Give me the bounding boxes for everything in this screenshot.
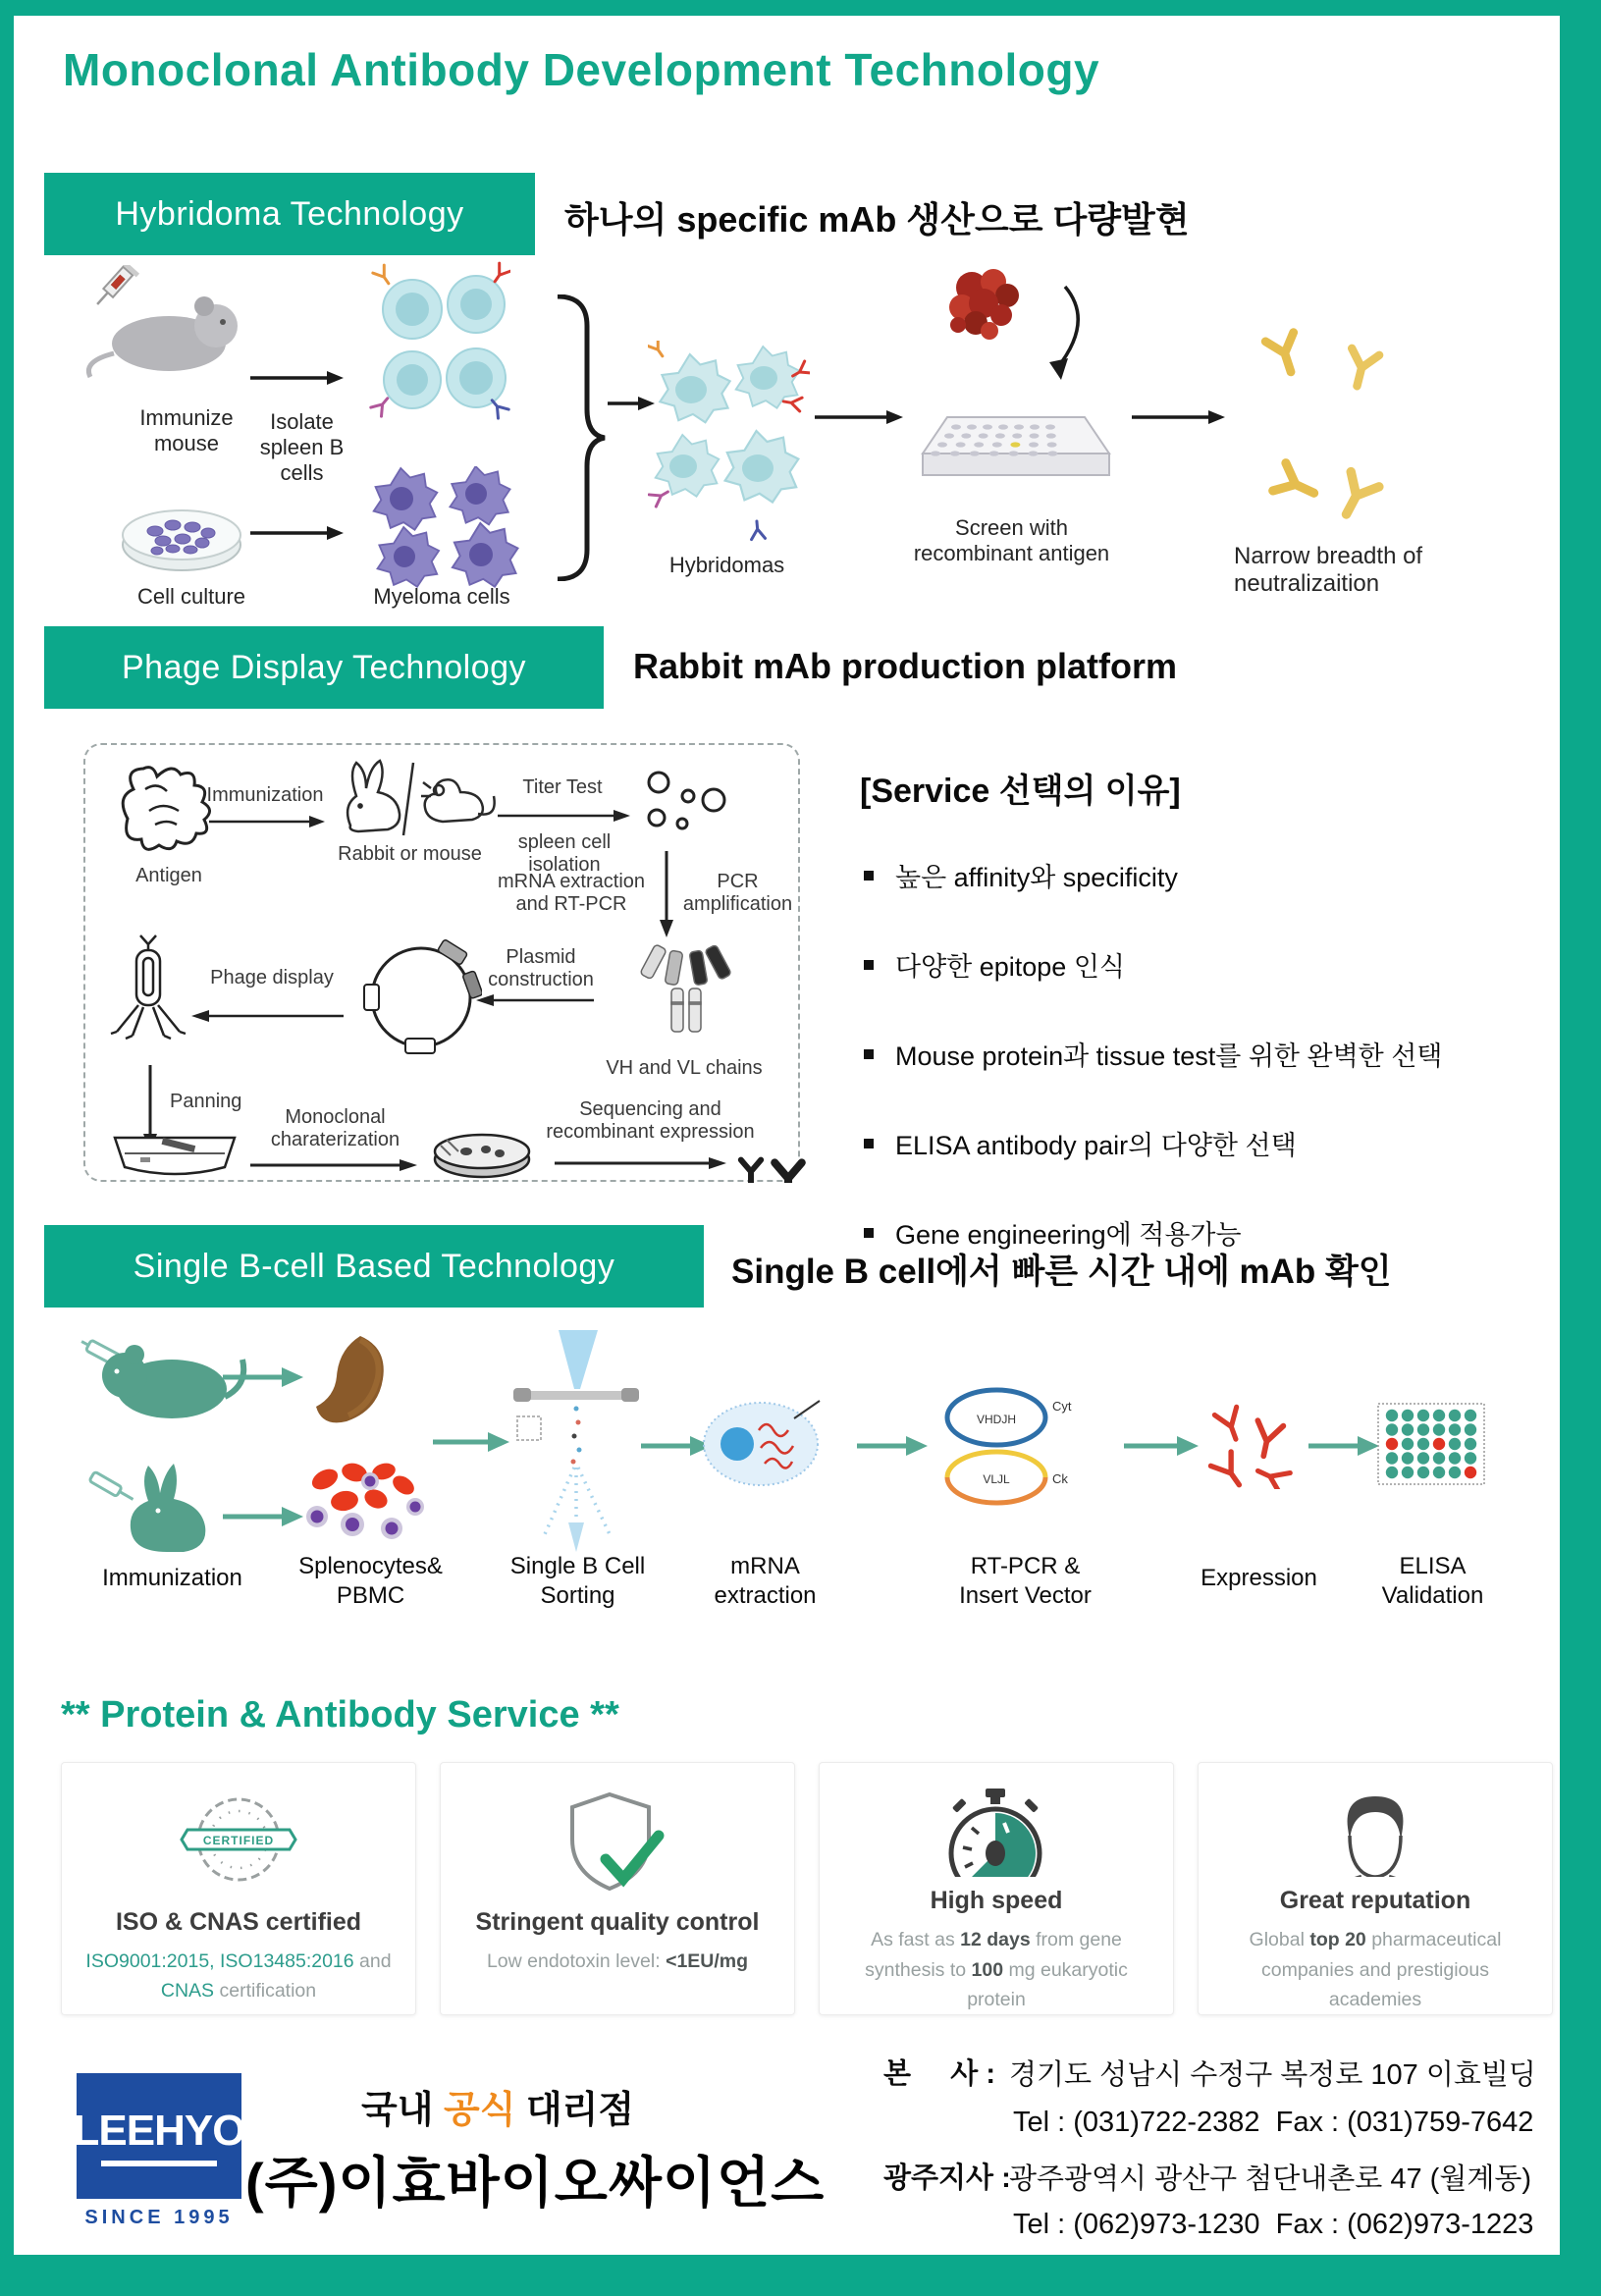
certified-seal-icon <box>178 1789 299 1898</box>
monoclonal-label: Monoclonal charaterization <box>270 1106 400 1150</box>
microplate-icon <box>913 402 1119 506</box>
frame-bottom <box>0 2255 1601 2296</box>
step-label: RT-PCR & Insert Vector <box>959 1553 1092 1609</box>
arrow-right-icon <box>250 368 344 388</box>
brace-icon <box>550 294 607 581</box>
svg-text:Ck: Ck <box>1052 1471 1068 1486</box>
panning-dish-icon <box>111 1134 239 1185</box>
hybridoma-diagram <box>44 260 1561 625</box>
hybridomas-icon <box>648 341 810 547</box>
reason-item: Gene engineering에 적용가능 <box>864 1213 1242 1252</box>
phage-particle-icon <box>103 934 201 1061</box>
bullet-square-icon <box>864 960 874 970</box>
myeloma-cells-icon <box>368 466 520 594</box>
stopwatch-icon <box>938 1789 1054 1877</box>
hq-tel: Tel : (031)722-2382 Fax : (031)759-7642 <box>1013 2107 1534 2138</box>
arrow-right-icon <box>250 523 344 543</box>
card-title: ISO & CNAS certified <box>115 1908 362 1936</box>
narrow-breadth-label: Narrow breadth of neutralizaition <box>1234 543 1423 598</box>
arrow-left-icon <box>191 1008 344 1024</box>
arrow-right-icon <box>555 1155 726 1171</box>
service-reasons-title: [Service 선택의 이유] <box>860 773 1181 810</box>
immunization-label: Immunization <box>206 784 324 806</box>
arrow-down-icon <box>657 851 676 937</box>
antigen-scribble-icon <box>110 760 252 863</box>
single-b-diagram <box>44 1320 1561 1632</box>
screen-antigen-label: Screen with recombinant antigen <box>913 515 1110 565</box>
immunize-mouse-label: Immunize mouse <box>139 405 234 455</box>
branch-address: 광주광역시 광산구 첨단내촌로 47 (월계동) <box>1009 2163 1532 2195</box>
service-card-iso <box>61 1762 416 2015</box>
card-title: Great reputation <box>1279 1887 1471 1915</box>
arrow-right-icon <box>209 814 325 829</box>
hq-address: 경기도 성남시 수정구 복정로 107 이효빌딩 <box>1009 2059 1536 2091</box>
spleen-icon <box>307 1334 396 1427</box>
cell-sorter-icon <box>513 1330 639 1556</box>
elisa-plate-icon <box>1377 1403 1487 1489</box>
teal-arrow-icon <box>1124 1434 1199 1458</box>
teal-arrow-icon <box>433 1430 509 1454</box>
reason-item: 다양한 epitope 인식 <box>864 945 1125 984</box>
panning-label: Panning <box>170 1091 242 1112</box>
mouse-syringe-icon <box>79 265 240 383</box>
card-desc: Global top 20 pharmaceutical companies and prestigious academies <box>1249 1929 1502 2010</box>
logo-underline <box>101 2161 217 2166</box>
step-label: Single B Cell Sorting <box>509 1553 646 1609</box>
plasmid-circle-icon <box>362 937 482 1057</box>
branch-label: 광주지사 : <box>883 2163 1019 2194</box>
phage-badge-label: Phage Display Technology <box>121 648 527 686</box>
frame-left <box>0 0 14 2296</box>
teal-arrow-icon <box>223 1365 303 1389</box>
service-card-reputation <box>1198 1762 1553 2015</box>
vh-vl-chains-icon <box>615 937 763 1047</box>
svg-text:VLJL: VLJL <box>983 1472 1010 1486</box>
card-desc: Low endotoxin level: <1EU/mg <box>486 1950 749 1972</box>
arrow-right-icon <box>250 1157 417 1173</box>
teal-arrow-icon <box>1308 1434 1379 1458</box>
reason-item: ELISA antibody pair의 다양한 선택 <box>864 1124 1297 1162</box>
petri-dish-icon <box>118 484 245 582</box>
shield-check-icon <box>559 1789 676 1898</box>
cell-mrna-icon <box>700 1397 832 1487</box>
teal-arrow-icon <box>857 1434 928 1458</box>
antigen-label: Antigen <box>135 865 202 886</box>
myeloma-cells-label: Myeloma cells <box>373 584 510 609</box>
svg-text:Cyt: Cyt <box>1052 1399 1072 1414</box>
dealer-line: 국내 공식 대리점 <box>361 2090 635 2131</box>
logo-since-label: SINCE 1995 <box>84 2207 234 2228</box>
titer-test-label: Titer Test <box>522 776 603 798</box>
svg-text:VHDJH: VHDJH <box>976 1413 1017 1426</box>
service-card-speed <box>819 1762 1174 2015</box>
official-highlight: 공식 <box>443 2090 516 2131</box>
splenocytes-icon <box>301 1460 431 1553</box>
cell-culture-label: Cell culture <box>136 584 246 609</box>
frame-right <box>1560 0 1601 2296</box>
arrow-right-icon <box>498 808 630 824</box>
bullet-square-icon <box>864 1139 874 1148</box>
frame-top <box>0 0 1601 16</box>
reason-item: 높은 affinity와 specificity <box>864 856 1178 894</box>
hybridoma-subtitle: 하나의 specific mAb 생산으로 다량발현 <box>564 199 1190 240</box>
single-b-section-badge <box>44 1225 704 1308</box>
yellow-antibodies-icon <box>1237 297 1404 533</box>
svg-text:CERTIFIED: CERTIFIED <box>202 1834 275 1847</box>
company-name: (주)이효바이오싸이언스 <box>245 2152 826 2214</box>
bullet-square-icon <box>864 871 874 881</box>
isolate-spleen-label: Isolate spleen B cells <box>259 409 345 485</box>
step-label: Expression <box>1201 1565 1317 1591</box>
red-antibodies-icon <box>1207 1391 1306 1489</box>
leehyo-logo <box>73 2073 245 2199</box>
page-title: Monoclonal Antibody Development Technology <box>63 44 1100 95</box>
protein-service-title: ** Protein & Antibody Service ** <box>61 1694 619 1735</box>
rabbit-or-mouse-label: Rabbit or mouse <box>338 843 482 865</box>
phage-subtitle: Rabbit mAb production platform <box>633 646 1177 686</box>
service-card-quality <box>440 1762 795 2015</box>
hybridoma-section-badge <box>44 173 535 255</box>
phage-diagram-box <box>83 743 800 1182</box>
culture-dish-icon <box>431 1126 534 1183</box>
pcr-amplification-label: PCR amplification <box>682 871 793 915</box>
phage-display-label: Phage display <box>210 967 334 988</box>
phage-section-badge <box>44 626 604 709</box>
leehyo-logo-text: LEEHYO <box>73 2106 245 2155</box>
mrna-rtpcr-label: mRNA extraction and RT-PCR <box>497 871 646 915</box>
teal-arrow-icon <box>223 1505 303 1528</box>
single-b-subtitle: Single B cell에서 빠른 시간 내에 mAb 확인 <box>731 1253 1392 1291</box>
step-label: Immunization <box>102 1565 242 1591</box>
arrow-right-icon <box>1132 407 1225 427</box>
card-title: High speed <box>930 1887 1063 1915</box>
curved-arrow-icon <box>1016 282 1094 395</box>
antibody-pair-icon <box>731 1116 815 1183</box>
plasmid-construction-label: Plasmid construction <box>488 946 594 990</box>
bullet-square-icon <box>864 1049 874 1059</box>
vector-plasmids-icon <box>942 1385 1080 1513</box>
step-label: ELISA Validation <box>1381 1553 1484 1609</box>
spleen-cells-icon <box>637 767 730 850</box>
vh-vl-chains-label: VH and VL chains <box>606 1057 763 1079</box>
card-desc: ISO9001:2015, ISO13485:2016 and CNAS certification <box>85 1950 392 2002</box>
arrow-right-icon <box>815 407 903 427</box>
card-desc: As fast as 12 days from gene synthesis to 100 mg eukaryotic protein <box>865 1929 1128 2010</box>
b-cells-icon <box>368 260 510 435</box>
branch-tel: Tel : (062)973-1230 Fax : (062)973-1223 <box>1013 2209 1534 2240</box>
hq-label: 본 사 : <box>883 2058 1004 2090</box>
bullet-square-icon <box>864 1228 874 1238</box>
teal-mouse-icon <box>66 1328 247 1428</box>
person-icon <box>1316 1789 1434 1877</box>
rabbit-mouse-icon <box>329 755 501 845</box>
step-label: mRNA extraction <box>714 1553 817 1609</box>
arrow-left-icon <box>476 992 594 1008</box>
step-label: Splenocytes& PBMC <box>298 1553 443 1609</box>
reason-item: Mouse protein과 tissue test를 위한 완벽한 선택 <box>864 1035 1442 1073</box>
spleen-isolation-label: spleen cell isolation <box>517 831 612 876</box>
single-b-badge-label: Single B-cell Based Technology <box>133 1247 615 1285</box>
hybridomas-label: Hybridomas <box>668 553 785 577</box>
card-title: Stringent quality control <box>475 1908 760 1936</box>
sequencing-label: Sequencing and recombinant expression <box>546 1098 755 1143</box>
hybridoma-badge-label: Hybridoma Technology <box>115 194 464 233</box>
